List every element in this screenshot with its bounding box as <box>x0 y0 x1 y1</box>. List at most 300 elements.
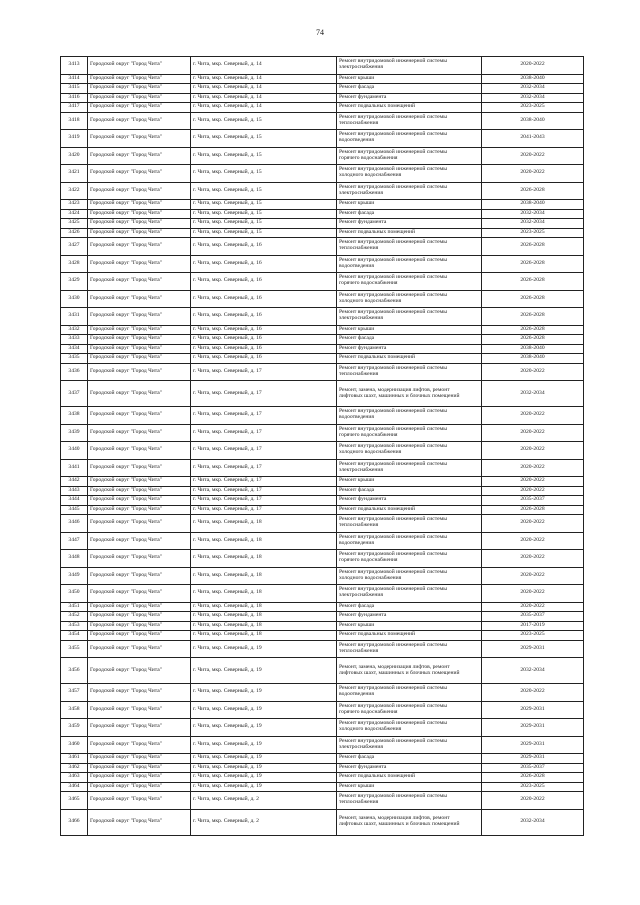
work-type-line: электроснабжения <box>339 743 383 750</box>
municipality-cell: Городской округ "Город Чита" <box>88 74 191 84</box>
period-cell: 2026-2028 <box>482 255 584 273</box>
work-type-line: холодного водоснабжения <box>339 297 402 304</box>
repair-register-table <box>60 56 584 836</box>
work-type-cell <box>337 57 482 75</box>
work-type-cell <box>337 130 482 148</box>
row-number-cell: 3433 <box>61 335 88 345</box>
address-cell: г. Чита, мкр. Северный, д. 15 <box>191 130 337 148</box>
municipality-cell: Городской округ "Город Чита" <box>88 515 191 533</box>
work-type-line: Ремонт внутридомовой инженерной системы <box>339 793 447 800</box>
period-cell: 2029-2031 <box>482 701 584 719</box>
table-row <box>61 84 584 94</box>
row-number-cell: 3452 <box>61 612 88 622</box>
table-row <box>61 505 584 515</box>
address-cell: г. Чита, мкр. Северный, д. 16 <box>191 325 337 335</box>
work-type-line: электроснабжения <box>339 189 383 196</box>
work-type-line: Ремонт фундамента <box>339 763 387 770</box>
period-cell: 2023-2025 <box>482 228 584 238</box>
period-cell: 2038-2040 <box>482 74 584 84</box>
address-cell: г. Чита, мкр. Северный, д. 16 <box>191 238 337 256</box>
address-cell: г. Чита, мкр. Северный, д. 15 <box>191 182 337 200</box>
period-cell: 2032-2034 <box>482 219 584 229</box>
period-cell: 2020-2022 <box>482 57 584 75</box>
address-cell: г. Чита, мкр. Северный, д. 19 <box>191 701 337 719</box>
municipality-cell: Городской округ "Город Чита" <box>88 792 191 810</box>
work-type-line: Ремонт фундамента <box>339 496 387 503</box>
work-type-cell <box>337 84 482 94</box>
municipality-cell: Городской округ "Город Чита" <box>88 130 191 148</box>
page-number: 74 <box>316 28 324 37</box>
address-cell: г. Чита, мкр. Северный, д. 2 <box>191 809 337 835</box>
table-row <box>61 290 584 308</box>
municipality-cell: Городской округ "Город Чита" <box>88 407 191 425</box>
row-number-cell: 3463 <box>61 773 88 783</box>
table-row <box>61 381 584 407</box>
work-type-line: Ремонт фасада <box>339 84 375 91</box>
row-number-cell: 3419 <box>61 130 88 148</box>
period-cell: 2026-2028 <box>482 290 584 308</box>
row-number-cell: 3453 <box>61 621 88 631</box>
period-cell: 2035-2037 <box>482 496 584 506</box>
municipality-cell: Городской округ "Город Чита" <box>88 658 191 684</box>
municipality-cell: Городской округ "Город Чита" <box>88 381 191 407</box>
period-cell: 2026-2028 <box>482 238 584 256</box>
work-type-line: Ремонт, замена, модернизация лифтов, ремонт <box>339 815 450 822</box>
work-type-line: теплоснабжения <box>339 370 379 377</box>
work-type-line: холодного водоснабжения <box>339 449 402 456</box>
address-cell: г. Чита, мкр. Северный, д. 17 <box>191 477 337 487</box>
work-type-line: Ремонт внутридомовой инженерной системы <box>339 291 447 298</box>
period-cell: 2029-2031 <box>482 719 584 737</box>
municipality-cell: Городской округ "Город Чита" <box>88 219 191 229</box>
period-cell: 2020-2022 <box>482 532 584 550</box>
period-cell: 2017-2019 <box>482 621 584 631</box>
address-cell: г. Чита, мкр. Северный, д. 18 <box>191 532 337 550</box>
work-type-line: холодного водоснабжения <box>339 172 402 179</box>
period-cell: 2020-2022 <box>482 459 584 477</box>
table-row <box>61 550 584 568</box>
work-type-line: Ремонт внутридомовой инженерной системы <box>339 586 447 593</box>
work-type-cell <box>337 354 482 364</box>
work-type-cell <box>337 200 482 210</box>
address-cell: г. Чита, мкр. Северный, д. 14 <box>191 93 337 103</box>
work-type-cell <box>337 308 482 326</box>
work-type-cell <box>337 792 482 810</box>
row-number-cell: 3450 <box>61 585 88 603</box>
work-type-line: Ремонт внутридомовой инженерной системы <box>339 641 447 648</box>
address-cell: г. Чита, мкр. Северный, д. 19 <box>191 773 337 783</box>
work-type-cell <box>337 684 482 702</box>
address-cell: г. Чита, мкр. Северный, д. 18 <box>191 567 337 585</box>
address-cell: г. Чита, мкр. Северный, д. 18 <box>191 602 337 612</box>
period-cell: 2023-2025 <box>482 631 584 641</box>
work-type-cell <box>337 658 482 684</box>
table-row <box>61 567 584 585</box>
table-row <box>61 736 584 754</box>
work-type-line: Ремонт внутридомовой инженерной системы <box>339 256 447 263</box>
row-number-cell: 3418 <box>61 112 88 130</box>
municipality-cell: Городской округ "Город Чита" <box>88 602 191 612</box>
period-cell: 2032-2034 <box>482 658 584 684</box>
row-number-cell: 3413 <box>61 57 88 75</box>
address-cell: г. Чита, мкр. Северный, д. 15 <box>191 165 337 183</box>
work-type-line: теплоснабжения <box>339 799 379 806</box>
table-row <box>61 228 584 238</box>
table-row <box>61 238 584 256</box>
municipality-cell: Городской округ "Город Чита" <box>88 424 191 442</box>
table-row <box>61 103 584 113</box>
period-cell: 2020-2022 <box>482 602 584 612</box>
work-type-cell <box>337 477 482 487</box>
period-cell: 2026-2028 <box>482 325 584 335</box>
municipality-cell: Городской округ "Город Чита" <box>88 719 191 737</box>
work-type-cell <box>337 147 482 165</box>
period-cell: 2026-2028 <box>482 273 584 291</box>
work-type-line: Ремонт крыши <box>339 782 375 789</box>
table-row <box>61 459 584 477</box>
municipality-cell: Городской округ "Город Чита" <box>88 354 191 364</box>
work-type-line: Ремонт фасада <box>339 486 375 493</box>
table-row <box>61 200 584 210</box>
period-cell: 2020-2022 <box>482 407 584 425</box>
address-cell: г. Чита, мкр. Северный, д. 2 <box>191 792 337 810</box>
row-number-cell: 3432 <box>61 325 88 335</box>
address-cell: г. Чита, мкр. Северный, д. 16 <box>191 273 337 291</box>
work-type-line: Ремонт внутридомовой инженерной системы <box>339 533 447 540</box>
work-type-line: лифтовых шахт, машинных и блочных помещений <box>339 392 460 399</box>
work-type-cell <box>337 165 482 183</box>
row-number-cell: 3417 <box>61 103 88 113</box>
period-cell: 2020-2022 <box>482 684 584 702</box>
work-type-cell <box>337 809 482 835</box>
period-cell: 2038-2040 <box>482 112 584 130</box>
address-cell: г. Чита, мкр. Северный, д. 19 <box>191 719 337 737</box>
work-type-line: Ремонт внутридомовой инженерной системы <box>339 425 447 432</box>
period-cell: 2041-2043 <box>482 130 584 148</box>
address-cell: г. Чита, мкр. Северный, д. 19 <box>191 640 337 658</box>
work-type-cell <box>337 602 482 612</box>
municipality-cell: Городской округ "Город Чита" <box>88 363 191 381</box>
work-type-line: Ремонт крыши <box>339 621 375 628</box>
work-type-line: водоотведения <box>339 539 374 546</box>
table-row <box>61 782 584 792</box>
period-cell: 2038-2040 <box>482 200 584 210</box>
work-type-line: Ремонт внутридомовой инженерной системы <box>339 408 447 415</box>
address-cell: г. Чита, мкр. Северный, д. 15 <box>191 112 337 130</box>
work-type-line: водоотведения <box>339 137 374 144</box>
municipality-cell: Городской округ "Город Чита" <box>88 631 191 641</box>
work-type-line: горячего водоснабжения <box>339 708 398 715</box>
municipality-cell: Городской округ "Город Чита" <box>88 238 191 256</box>
work-type-cell <box>337 782 482 792</box>
row-number-cell: 3442 <box>61 477 88 487</box>
address-cell: г. Чита, мкр. Северный, д. 18 <box>191 515 337 533</box>
municipality-cell: Городской округ "Город Чита" <box>88 325 191 335</box>
register-body <box>61 57 584 836</box>
work-type-cell <box>337 103 482 113</box>
municipality-cell: Городской округ "Город Чита" <box>88 736 191 754</box>
work-type-cell <box>337 550 482 568</box>
table-row <box>61 165 584 183</box>
work-type-line: водоотведения <box>339 414 374 421</box>
municipality-cell: Городской округ "Город Чита" <box>88 182 191 200</box>
work-type-line: Ремонт крыши <box>339 325 375 332</box>
address-cell: г. Чита, мкр. Северный, д. 19 <box>191 684 337 702</box>
work-type-line: Ремонт фасада <box>339 602 375 609</box>
municipality-cell: Городской округ "Город Чита" <box>88 550 191 568</box>
period-cell: 2023-2025 <box>482 782 584 792</box>
period-cell: 2032-2034 <box>482 809 584 835</box>
table-row <box>61 74 584 84</box>
period-cell: 2032-2034 <box>482 84 584 94</box>
address-cell: г. Чита, мкр. Северный, д. 14 <box>191 84 337 94</box>
period-cell: 2020-2022 <box>482 165 584 183</box>
row-number-cell: 3420 <box>61 147 88 165</box>
period-cell: 2020-2022 <box>482 567 584 585</box>
row-number-cell: 3437 <box>61 381 88 407</box>
row-number-cell: 3415 <box>61 84 88 94</box>
work-type-line: Ремонт внутридомовой инженерной системы <box>339 364 447 371</box>
table-row <box>61 809 584 835</box>
period-cell: 2026-2028 <box>482 182 584 200</box>
row-number-cell: 3443 <box>61 486 88 496</box>
municipality-cell: Городской округ "Город Чита" <box>88 701 191 719</box>
municipality-cell: Городской округ "Город Чита" <box>88 477 191 487</box>
period-cell: 2023-2025 <box>482 103 584 113</box>
municipality-cell: Городской округ "Город Чита" <box>88 228 191 238</box>
table-row <box>61 424 584 442</box>
work-type-line: Ремонт внутридомовой инженерной системы <box>339 309 447 316</box>
address-cell: г. Чита, мкр. Северный, д. 14 <box>191 74 337 84</box>
table-row <box>61 147 584 165</box>
municipality-cell: Городской округ "Город Чита" <box>88 344 191 354</box>
work-type-line: Ремонт подвальных помещений <box>339 631 416 638</box>
table-row <box>61 209 584 219</box>
work-type-cell <box>337 486 482 496</box>
table-row <box>61 621 584 631</box>
work-type-line: Ремонт крыши <box>339 477 375 484</box>
row-number-cell: 3430 <box>61 290 88 308</box>
table-row <box>61 701 584 719</box>
table-row <box>61 515 584 533</box>
period-cell: 2032-2034 <box>482 93 584 103</box>
table-row <box>61 335 584 345</box>
period-cell: 2026-2028 <box>482 773 584 783</box>
row-number-cell: 3426 <box>61 228 88 238</box>
row-number-cell: 3454 <box>61 631 88 641</box>
table-row <box>61 182 584 200</box>
row-number-cell: 3449 <box>61 567 88 585</box>
work-type-line: Ремонт фундамента <box>339 344 387 351</box>
work-type-line: Ремонт внутридомовой инженерной системы <box>339 720 447 727</box>
work-type-line: Ремонт подвальных помещений <box>339 505 416 512</box>
work-type-line: Ремонт внутридомовой инженерной системы <box>339 58 447 65</box>
table-row <box>61 602 584 612</box>
row-number-cell: 3460 <box>61 736 88 754</box>
work-type-line: Ремонт подвальных помещений <box>339 228 416 235</box>
work-type-line: Ремонт крыши <box>339 200 375 207</box>
work-type-line: Ремонт внутридомовой инженерной системы <box>339 737 447 744</box>
address-cell: г. Чита, мкр. Северный, д. 18 <box>191 550 337 568</box>
table-row <box>61 754 584 764</box>
address-cell: г. Чита, мкр. Северный, д. 14 <box>191 103 337 113</box>
work-type-cell <box>337 612 482 622</box>
work-type-line: Ремонт, замена, модернизация лифтов, ремонт <box>339 386 450 393</box>
address-cell: г. Чита, мкр. Северный, д. 19 <box>191 763 337 773</box>
work-type-cell <box>337 228 482 238</box>
municipality-cell: Городской округ "Город Чита" <box>88 200 191 210</box>
work-type-line: теплоснабжения <box>339 245 379 252</box>
work-type-cell <box>337 209 482 219</box>
address-cell: г. Чита, мкр. Северный, д. 16 <box>191 290 337 308</box>
municipality-cell: Городской округ "Город Чита" <box>88 496 191 506</box>
work-type-line: Ремонт, замена, модернизация лифтов, ремонт <box>339 663 450 670</box>
table-row <box>61 792 584 810</box>
municipality-cell: Городской округ "Город Чита" <box>88 335 191 345</box>
address-cell: г. Чита, мкр. Северный, д. 17 <box>191 381 337 407</box>
address-cell: г. Чита, мкр. Северный, д. 17 <box>191 442 337 460</box>
work-type-cell <box>337 238 482 256</box>
row-number-cell: 3438 <box>61 407 88 425</box>
work-type-line: Ремонт внутридомовой инженерной системы <box>339 183 447 190</box>
period-cell: 2020-2022 <box>482 486 584 496</box>
work-type-line: электроснабжения <box>339 592 383 599</box>
table-row <box>61 773 584 783</box>
work-type-line: Ремонт внутридомовой инженерной системы <box>339 516 447 523</box>
table-row <box>61 658 584 684</box>
municipality-cell: Городской округ "Город Чита" <box>88 773 191 783</box>
address-cell: г. Чита, мкр. Северный, д. 19 <box>191 754 337 764</box>
work-type-cell <box>337 93 482 103</box>
row-number-cell: 3431 <box>61 308 88 326</box>
table-row <box>61 112 584 130</box>
address-cell: г. Чита, мкр. Северный, д. 19 <box>191 658 337 684</box>
work-type-line: Ремонт внутридомовой инженерной системы <box>339 239 447 246</box>
period-cell: 2020-2022 <box>482 442 584 460</box>
work-type-line: лифтовых шахт, машинных и блочных помещений <box>339 821 460 827</box>
work-type-line: Ремонт внутридомовой инженерной системы <box>339 148 447 155</box>
work-type-line: Ремонт фасада <box>339 335 375 342</box>
municipality-cell: Городской округ "Город Чита" <box>88 290 191 308</box>
row-number-cell: 3422 <box>61 182 88 200</box>
municipality-cell: Городской округ "Город Чита" <box>88 442 191 460</box>
municipality-cell: Городской округ "Город Чита" <box>88 112 191 130</box>
address-cell: г. Чита, мкр. Северный, д. 17 <box>191 459 337 477</box>
address-cell: г. Чита, мкр. Северный, д. 17 <box>191 424 337 442</box>
table-row <box>61 308 584 326</box>
work-type-cell <box>337 631 482 641</box>
work-type-line: Ремонт подвальных помещений <box>339 773 416 780</box>
period-cell: 2038-2040 <box>482 354 584 364</box>
table-row <box>61 763 584 773</box>
address-cell: г. Чита, мкр. Северный, д. 19 <box>191 782 337 792</box>
work-type-line: лифтовых шахт, машинных и блочных помещений <box>339 669 460 676</box>
address-cell: г. Чита, мкр. Северный, д. 15 <box>191 219 337 229</box>
work-type-cell <box>337 585 482 603</box>
address-cell: г. Чита, мкр. Северный, д. 15 <box>191 147 337 165</box>
work-type-line: горячего водоснабжения <box>339 154 398 161</box>
municipality-cell: Городской округ "Город Чита" <box>88 763 191 773</box>
municipality-cell: Городской округ "Город Чита" <box>88 640 191 658</box>
table-row <box>61 407 584 425</box>
table-row <box>61 612 584 622</box>
work-type-line: Ремонт фасада <box>339 754 375 761</box>
row-number-cell: 3461 <box>61 754 88 764</box>
row-number-cell: 3447 <box>61 532 88 550</box>
work-type-line: горячего водоснабжения <box>339 280 398 287</box>
row-number-cell: 3429 <box>61 273 88 291</box>
address-cell: г. Чита, мкр. Северный, д. 16 <box>191 335 337 345</box>
period-cell: 2020-2022 <box>482 550 584 568</box>
period-cell: 2026-2028 <box>482 308 584 326</box>
address-cell: г. Чита, мкр. Северный, д. 16 <box>191 255 337 273</box>
work-type-cell <box>337 459 482 477</box>
period-cell: 2020-2022 <box>482 585 584 603</box>
row-number-cell: 3445 <box>61 505 88 515</box>
table-row <box>61 255 584 273</box>
table-row <box>61 57 584 75</box>
work-type-cell <box>337 567 482 585</box>
table-row <box>61 219 584 229</box>
table-row <box>61 93 584 103</box>
row-number-cell: 3466 <box>61 809 88 835</box>
address-cell: г. Чита, мкр. Северный, д. 18 <box>191 631 337 641</box>
municipality-cell: Городской округ "Город Чита" <box>88 621 191 631</box>
work-type-line: Ремонт крыши <box>339 74 375 81</box>
table-row <box>61 273 584 291</box>
table-row <box>61 496 584 506</box>
table-row <box>61 719 584 737</box>
work-type-cell <box>337 344 482 354</box>
row-number-cell: 3446 <box>61 515 88 533</box>
period-cell: 2020-2022 <box>482 515 584 533</box>
work-type-line: электроснабжения <box>339 466 383 473</box>
address-cell: г. Чита, мкр. Северный, д. 17 <box>191 486 337 496</box>
address-cell: г. Чита, мкр. Северный, д. 15 <box>191 228 337 238</box>
period-cell: 2032-2034 <box>482 209 584 219</box>
address-cell: г. Чита, мкр. Северный, д. 17 <box>191 363 337 381</box>
municipality-cell: Городской округ "Город Чита" <box>88 209 191 219</box>
row-number-cell: 3435 <box>61 354 88 364</box>
work-type-cell <box>337 112 482 130</box>
address-cell: г. Чита, мкр. Северный, д. 17 <box>191 505 337 515</box>
address-cell: г. Чита, мкр. Северный, д. 14 <box>191 57 337 75</box>
work-type-cell <box>337 515 482 533</box>
row-number-cell: 3428 <box>61 255 88 273</box>
period-cell: 2020-2022 <box>482 424 584 442</box>
work-type-line: Ремонт внутридомовой инженерной системы <box>339 443 447 450</box>
work-type-line: электроснабжения <box>339 64 383 71</box>
work-type-cell <box>337 773 482 783</box>
municipality-cell: Городской округ "Город Чита" <box>88 459 191 477</box>
table-row <box>61 325 584 335</box>
row-number-cell: 3424 <box>61 209 88 219</box>
address-cell: г. Чита, мкр. Северный, д. 19 <box>191 736 337 754</box>
work-type-line: Ремонт подвальных помещений <box>339 103 416 110</box>
work-type-line: Ремонт фундамента <box>339 219 387 226</box>
work-type-cell <box>337 719 482 737</box>
period-cell: 2026-2028 <box>482 505 584 515</box>
row-number-cell: 3440 <box>61 442 88 460</box>
work-type-cell <box>337 424 482 442</box>
period-cell: 2035-2037 <box>482 763 584 773</box>
work-type-line: горячего водоснабжения <box>339 557 398 564</box>
work-type-cell <box>337 219 482 229</box>
work-type-cell <box>337 505 482 515</box>
period-cell: 2038-2040 <box>482 344 584 354</box>
period-cell: 2020-2022 <box>482 477 584 487</box>
work-type-line: Ремонт внутридомовой инженерной системы <box>339 113 447 120</box>
